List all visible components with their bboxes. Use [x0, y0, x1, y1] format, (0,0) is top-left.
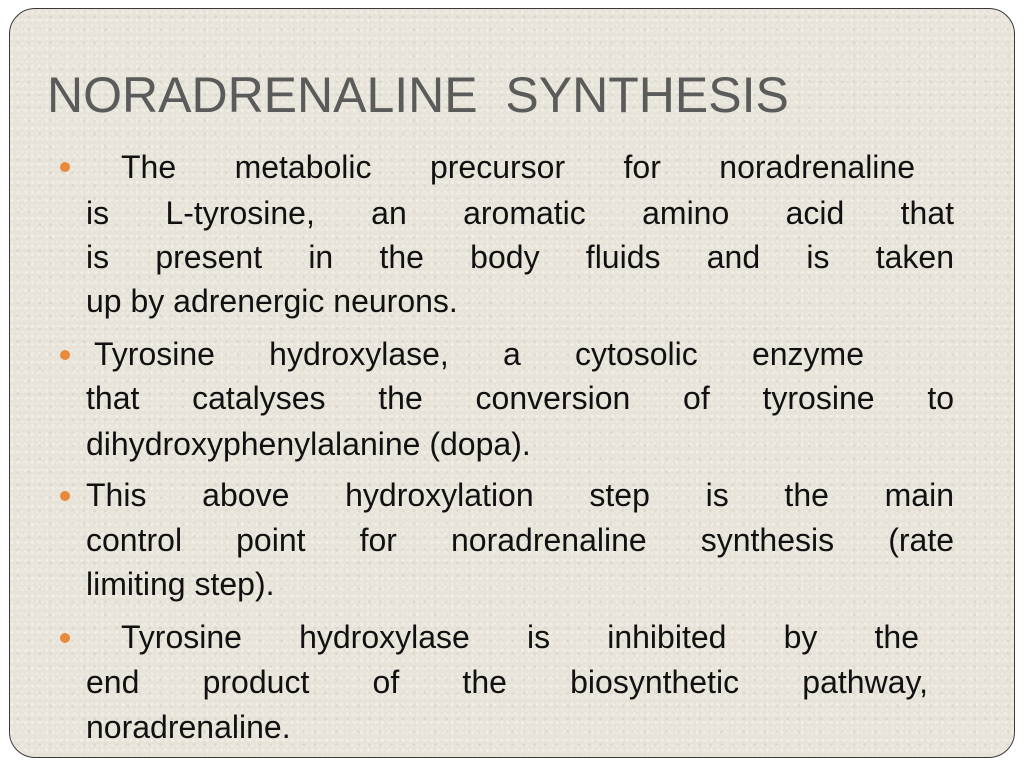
bullet-1-line-4: up by adrenergic neurons. [86, 283, 458, 319]
bullet-4-line-1: Tyrosine hydroxylase is inhibited by the [121, 619, 919, 655]
bullet-2-line-3: dihydroxyphenylalanine (dopa). [86, 426, 531, 462]
bullet-1-line-2: is L-tyrosine, an aromatic amino acid that [86, 195, 954, 231]
bullet-2-line-1: Tyrosine hydroxylase, a cytosolic enzyme [94, 336, 864, 372]
bullet-dot-icon [60, 162, 70, 172]
bullet-4-line-3: noradrenaline. [86, 709, 291, 745]
bullet-dot-icon [60, 633, 70, 643]
bullet-dot-icon [60, 491, 70, 501]
bullet-1-line-3: is present in the body fluids and is taken [86, 239, 954, 275]
bullet-3-line-3: limiting step). [86, 566, 275, 602]
bullet-dot-icon [60, 350, 70, 360]
bullet-4-line-2: end product of the biosynthetic pathway, [86, 664, 928, 700]
slide-title: NORADRENALINE SYNTHESIS [47, 67, 789, 123]
bullet-3-line-2: control point for noradrenaline synthesis (rate [86, 522, 954, 558]
bullet-list [10, 9, 1014, 757]
bullet-3-line-1: This above hydroxylation step is the main [86, 477, 954, 513]
bullet-1-line-1: The metabolic precursor for noradrenaline [121, 149, 915, 185]
slide [9, 8, 1015, 758]
bullet-2-line-2: that catalyses the conversion of tyrosine to [86, 380, 954, 416]
